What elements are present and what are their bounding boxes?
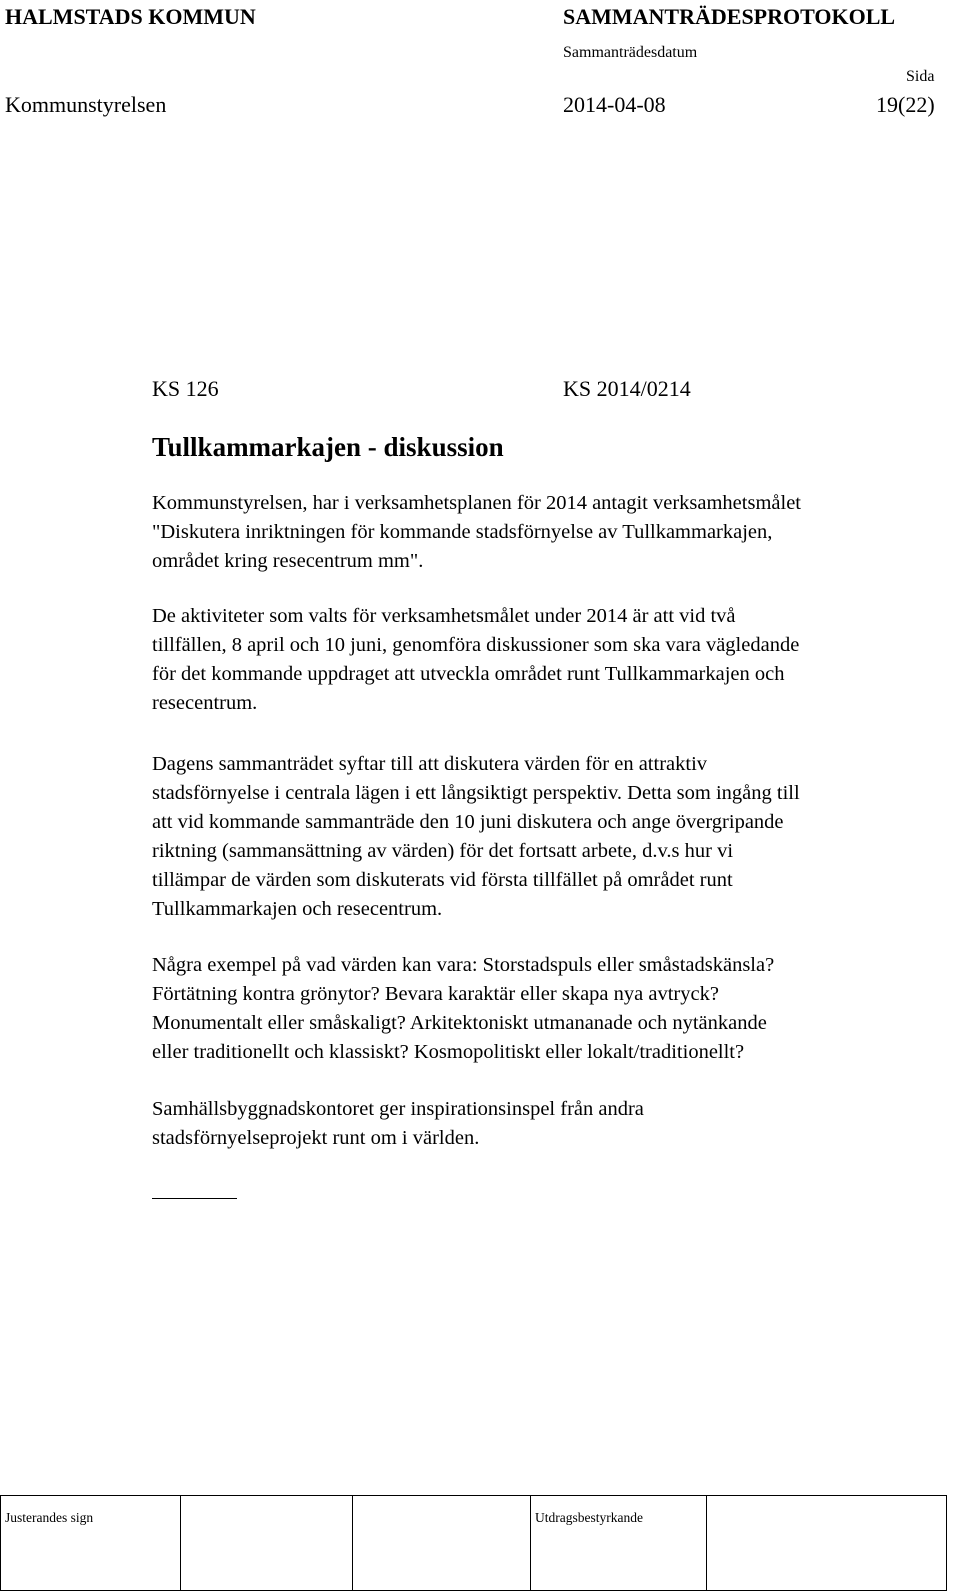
text-line: Några exempel på vad värden kan vara: Storstadspuls eller småstadskänsla? — [152, 954, 775, 976]
municipality-name: HALMSTADS KOMMUN — [5, 4, 256, 29]
text-line: tillfällen, 8 april och 10 juni, genomföra diskussioner som ska vara vägledande — [152, 634, 800, 656]
justerandes-sign-label: Justerandes sign — [5, 1510, 94, 1525]
text-line: Förtätning kontra grönytor? Bevara karaktär eller skapa nya avtryck? — [152, 983, 719, 1005]
text-line: området kring resecentrum mm". — [152, 550, 424, 572]
page-label: Sida — [906, 68, 935, 85]
ks-item-number: KS 126 — [152, 376, 219, 401]
case-number: KS 2014/0214 — [563, 376, 691, 401]
text-line: riktning (sammansättning av värden) för det fortsatt arbete, d.v.s hur vi — [152, 840, 734, 862]
text-line: stadsförnyelseprojekt runt om i världen. — [152, 1127, 480, 1149]
committee-name: Kommunstyrelsen — [5, 92, 167, 117]
text-line: tillämpar de värden som diskuterats vid första tillfället på området runt — [152, 869, 733, 891]
text-line: eller traditionellt och klassiskt? Kosmopolitiskt eller lokalt/traditionellt? — [152, 1041, 745, 1063]
text-line: stadsförnyelse i centrala lägen i ett långsiktigt perspektiv. Detta som ingång till — [152, 782, 800, 804]
paragraph-inspiration — [152, 1095, 942, 1153]
justerandes-sign-cell — [1, 1496, 181, 1591]
text-line: att vid kommande sammanträde den 10 juni diskutera och ange övergripande — [152, 811, 784, 833]
text-line: för det kommande uppdraget att utveckla området runt Tullkammarkajen och — [152, 663, 785, 685]
signature-cell — [353, 1496, 531, 1591]
signature-cell — [181, 1496, 353, 1591]
text-line: De aktiviteter som valts för verksamhetsmålet under 2014 är att vid två — [152, 605, 736, 627]
meeting-date-label: Sammanträdesdatum — [563, 44, 698, 61]
text-line: Kommunstyrelsen, har i verksamhetsplanen för 2014 antagit verksamhetsmålet — [152, 492, 801, 514]
text-line: Tullkammarkajen och resecentrum. — [152, 898, 443, 920]
text-line: resecentrum. — [152, 692, 258, 714]
item-title: Tullkammarkajen - diskussion — [152, 432, 504, 462]
signature-table — [0, 1495, 947, 1591]
paragraph-activities — [152, 602, 942, 718]
text-line: Dagens sammanträdet syftar till att diskutera värden för en attraktiv — [152, 753, 708, 775]
meeting-date: 2014-04-08 — [563, 92, 666, 117]
utdrag-cell — [531, 1496, 707, 1591]
end-rule — [152, 1198, 237, 1199]
paragraph-background — [152, 489, 942, 576]
paragraph-purpose — [152, 750, 942, 924]
signature-cell — [707, 1496, 947, 1591]
text-line: Monumentalt eller småskaligt? Arkitektoniskt utmananade och nytänkande — [152, 1012, 767, 1034]
text-line: Samhällsbyggnadskontoret ger inspirationsinspel från andra — [152, 1098, 644, 1120]
document-type: SAMMANTRÄDESPROTOKOLL — [563, 4, 896, 29]
page-number: 19(22) — [876, 92, 935, 117]
utdragsbestyrkande-label: Utdragsbestyrkande — [535, 1510, 643, 1525]
text-line: "Diskutera inriktningen för kommande stadsförnyelse av Tullkammarkajen, — [152, 521, 773, 543]
paragraph-examples — [152, 951, 942, 1067]
